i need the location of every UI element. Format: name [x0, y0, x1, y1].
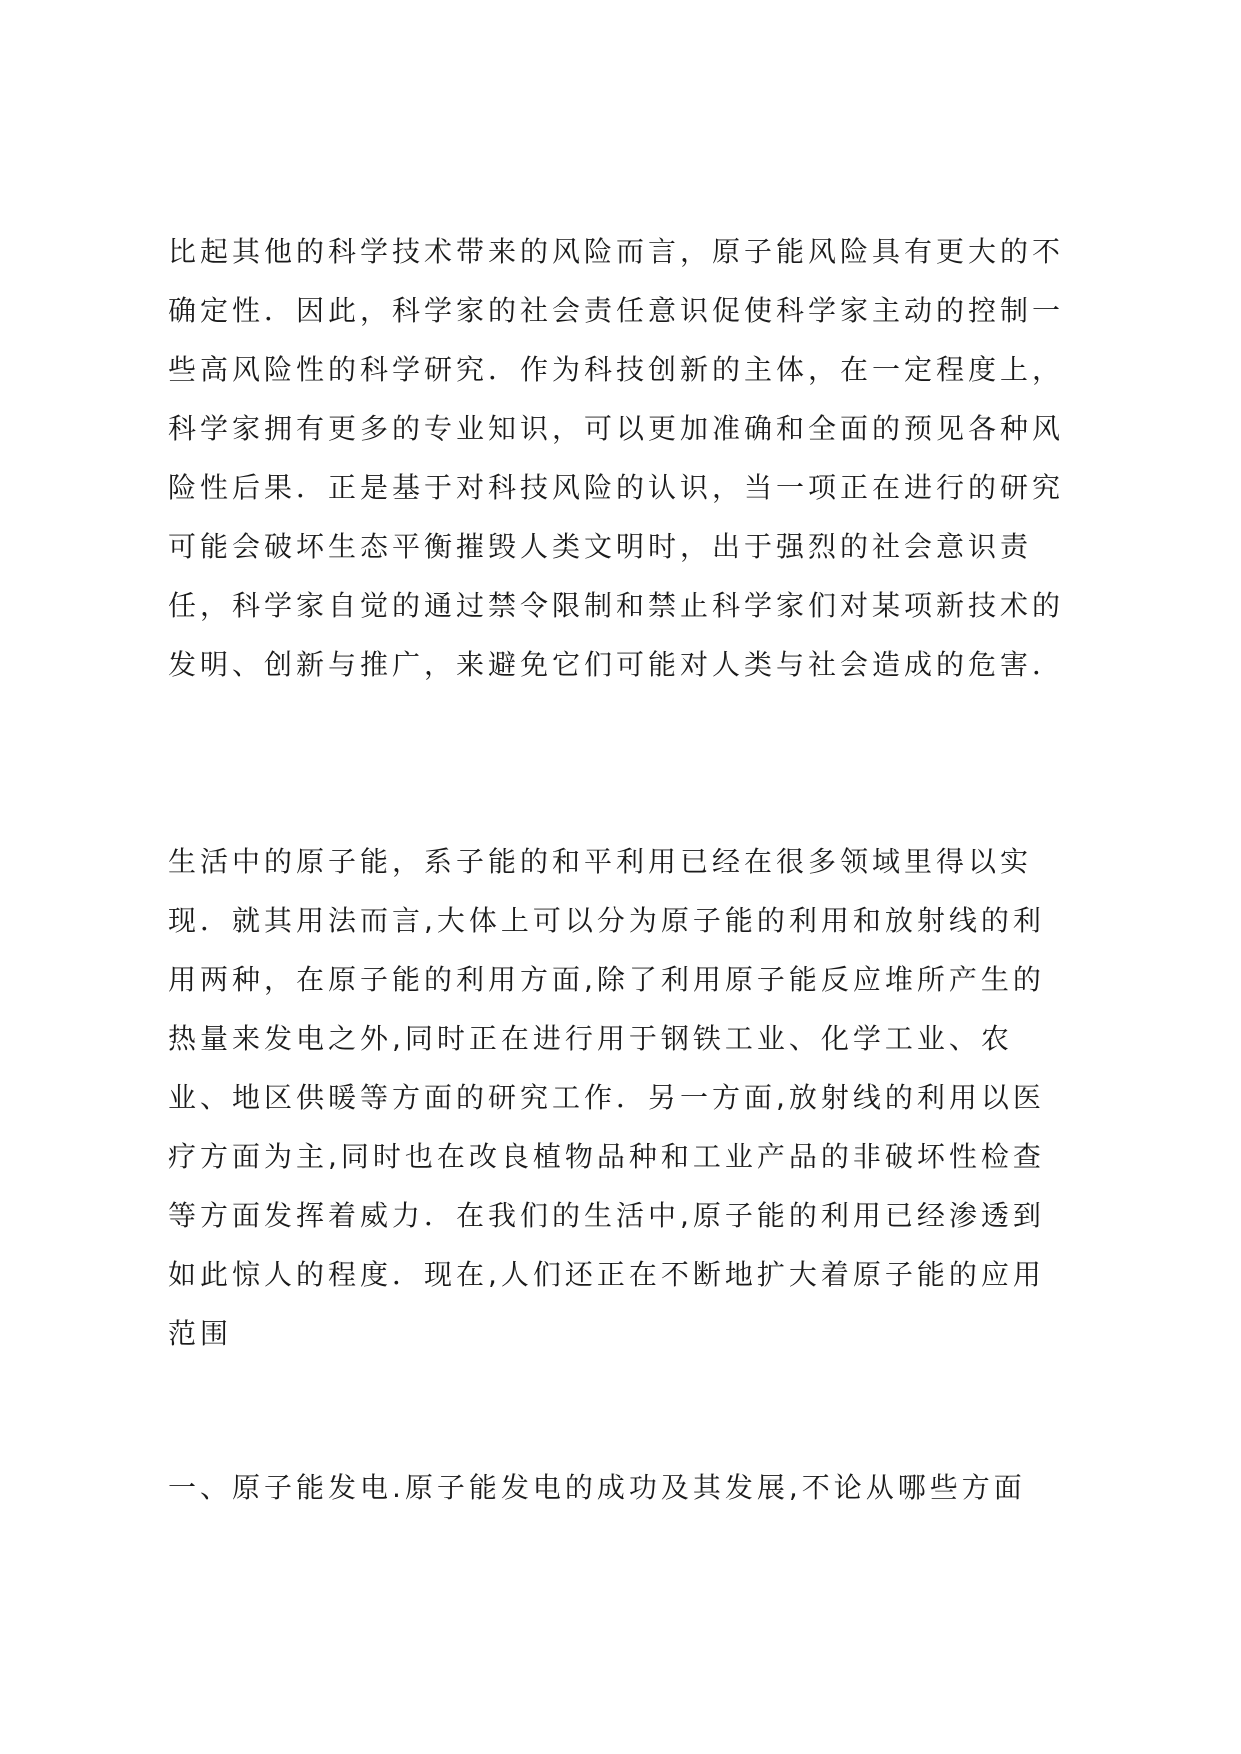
paragraph-line: 一、原子能发电.原子能发电的成功及其发展,不论从哪些方面 — [168, 1471, 1026, 1504]
paragraph-atomic-power-generation — [168, 1458, 1098, 1517]
paragraph-line: 现．就其用法而言,大体上可以分为原子能的利用和放射线的利 — [168, 904, 1045, 937]
paragraph-line: 些高风险性的科学研究．作为科技创新的主体，在一定程度上， — [168, 353, 1065, 386]
paragraph-line: 任，科学家自觉的通过禁令限制和禁止科学家们对某项新技术的 — [168, 589, 1065, 622]
paragraph-line: 科学家拥有更多的专业知识，可以更加准确和全面的预见各种风 — [168, 412, 1065, 445]
paragraph-line: 比起其他的科学技术带来的风险而言，原子能风险具有更大的不 — [168, 235, 1065, 268]
paragraph-line: 发明、创新与推广，来避免它们可能对人类与社会造成的危害． — [168, 648, 1065, 681]
paragraph-line: 等方面发挥着威力．在我们的生活中,原子能的利用已经渗透到 — [168, 1199, 1045, 1232]
paragraph-line: 疗方面为主,同时也在改良植物品种和工业产品的非破坏性检查 — [168, 1140, 1045, 1173]
paragraph-line: 范围 — [168, 1317, 233, 1350]
paragraph-line: 业、地区供暖等方面的研究工作．另一方面,放射线的利用以医 — [168, 1081, 1045, 1114]
paragraph-line: 如此惊人的程度．现在,人们还正在不断地扩大着原子能的应用 — [168, 1258, 1045, 1291]
paragraph-line: 险性后果．正是基于对科技风险的认识，当一项正在进行的研究 — [168, 471, 1065, 504]
paragraph-line: 热量来发电之外,同时正在进行用于钢铁工业、化学工业、农 — [168, 1022, 1013, 1055]
paragraph-line: 用两种，在原子能的利用方面,除了利用原子能反应堆所产生的 — [168, 963, 1045, 996]
paragraph-line: 生活中的原子能，系子能的和平利用已经在很多领域里得以实 — [168, 845, 1033, 878]
paragraph-atomic-energy-risk — [168, 222, 1098, 694]
paragraph-line: 确定性．因此，科学家的社会责任意识促使科学家主动的控制一 — [168, 294, 1065, 327]
paragraph-line: 可能会破坏生态平衡摧毁人类文明时，出于强烈的社会意识责 — [168, 530, 1033, 563]
paragraph-atomic-energy-in-life — [168, 832, 1098, 1363]
